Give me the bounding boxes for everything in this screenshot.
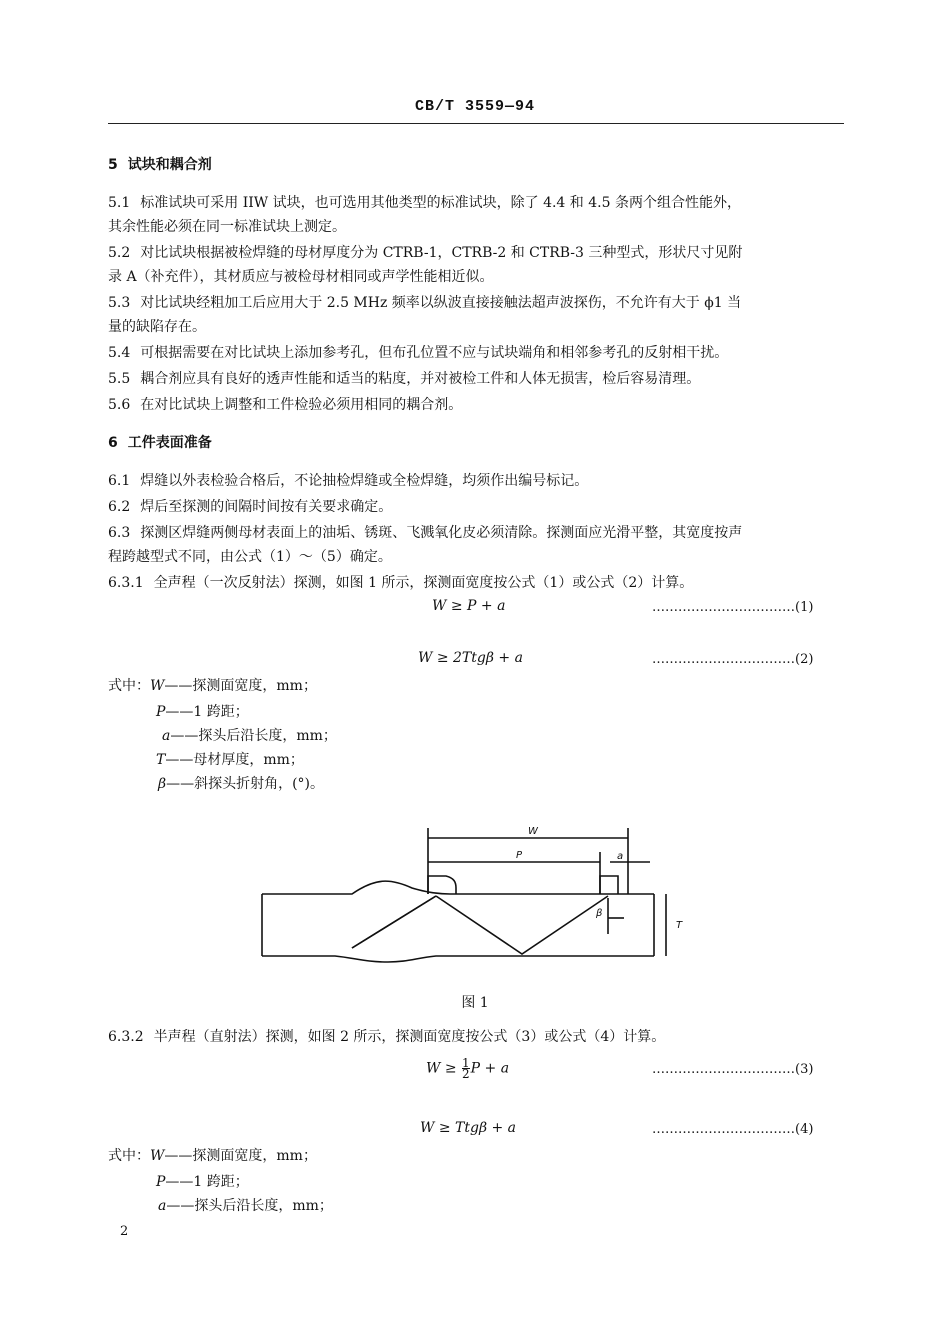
legend-1-w [108,676,317,696]
clause-number: 6.3.2 [108,1029,144,1045]
page-number: 2 [120,1224,129,1239]
legend-2-w [108,1146,317,1166]
clause-number: 5.5 [108,371,131,387]
para-6-3-2 [108,1026,844,1048]
right-probe [600,876,618,894]
label-a: a [617,851,624,862]
section-number: 5 [108,157,118,173]
fraction-one-half [462,1058,470,1079]
clause-number: 6.1 [108,473,131,489]
para-5-3-line2: 量的缺陷存在。 [108,319,206,335]
clause-number: 5.1 [108,195,131,211]
para-5-1-line1 [108,192,844,214]
section-5-heading [108,154,844,176]
legend-desc: ——探测面宽度，mm； [164,678,317,694]
page-header-code: CB/T 3559—94 [414,98,536,115]
legend-symbol: P [156,704,166,720]
para-6-3-1 [108,572,844,594]
legend-symbol: β [158,776,167,792]
section-title: 工件表面准备 [127,435,212,451]
formula-4: W ≥ Ttgβ + a [420,1120,517,1136]
legend-desc: ——探头后沿长度，mm； [170,728,337,744]
legend-desc: ——1 跨距； [165,1174,249,1190]
legend-desc: ——1 跨距； [165,704,249,720]
formula-1-tag: ……………………………(1) [652,600,814,615]
legend-symbol: P [156,1174,166,1190]
formula-3-lhs: W ≥ [426,1060,457,1077]
para-5-3-line1 [108,292,844,314]
section-title: 试块和耦合剂 [127,157,212,173]
para-text: 焊后至探测的间隔时间按有关要求确定。 [140,499,393,515]
legend-symbol: W [150,1148,165,1164]
para-text: 可根据需要在对比试块上添加参考孔，但布孔位置不应与试块端角和相邻参考孔的反射相干扰。 [140,345,729,361]
para-text: 对比试块经粗加工后应用大于 2.5 MHz 频率以纵波直接接触法超声波探伤，不允许有大于 ϕ1 当 [140,295,742,311]
para-6-3-line1 [108,522,844,544]
para-text: 对比试块根据被检焊缝的母材厚度分为 CTRB-1，CTRB-2 和 CTRB-3 三种型式，形状尺寸见附 [140,245,743,261]
label-t: T [676,920,683,931]
para-text: 焊缝以外表检验合格后，不论抽检焊缝或全检焊缝，均须作出编号标记。 [140,473,589,489]
legend-desc: ——母材厚度，mm； [165,752,304,768]
legend-desc: ——探头后沿长度，mm； [166,1198,333,1214]
para-5-1-line2: 其余性能必须在同一标准试块上测定。 [108,219,346,235]
para-5-4 [108,342,844,364]
header-rule [108,123,844,124]
label-p: P [516,850,523,861]
para-text: 标准试块可采用 IIW 试块，也可选用其他类型的标准试块，除了 4.4 和 4.5 条两个组合性能外， [140,195,741,211]
plate-bottom-edge [262,956,654,962]
formula-2: W ≥ 2Ttgβ + a [418,650,523,666]
legend-2-p [156,1172,249,1192]
clause-number: 5.4 [108,345,131,361]
formula-4-tag: ……………………………(4) [652,1122,814,1137]
legend-symbol: T [156,752,166,768]
label-w: W [528,826,538,837]
plate-top-edge [262,881,654,894]
clause-number: 6.3.1 [108,575,144,591]
legend-symbol: W [150,678,165,694]
section-6-heading [108,432,844,454]
para-5-6 [108,394,844,416]
legend-intro: 式中： [108,678,150,694]
legend-desc: ——斜探头折射角，(°)。 [166,776,325,792]
legend-2-a [158,1196,333,1216]
formula-3 [426,1058,509,1079]
legend-1-beta [158,774,324,794]
para-text: 全声程（一次反射法）探测，如图 1 所示，探测面宽度按公式（1）或公式（2）计算。 [153,575,694,591]
clause-number: 6.2 [108,499,131,515]
para-text: 耦合剂应具有良好的透声性能和适当的粘度，并对被检工件和人体无损害，检后容易清理。 [140,371,701,387]
label-beta: β [596,908,603,919]
para-5-5 [108,368,844,390]
reflection-path [352,896,436,948]
para-6-2 [108,496,844,518]
legend-1-a [162,726,337,746]
clause-number: 5.2 [108,245,131,261]
formula-1: W ≥ P + a [432,598,506,614]
legend-1-p [156,702,249,722]
legend-symbol: a [158,1198,167,1214]
formula-3-tag: ……………………………(3) [652,1062,814,1077]
para-text: 在对比试块上调整和工件检验必须用相同的耦合剂。 [140,397,463,413]
clause-number: 5.6 [108,397,131,413]
legend-intro: 式中： [108,1148,150,1164]
legend-symbol: a [162,728,171,744]
section-number: 6 [108,435,118,451]
para-text: 半声程（直射法）探测，如图 2 所示，探测面宽度按公式（3）或公式（4）计算。 [153,1029,666,1045]
fraction-denominator: 2 [462,1067,470,1081]
legend-desc: ——探测面宽度，mm； [164,1148,317,1164]
left-probe [428,876,456,894]
para-5-2-line2: 录 A（补充件），其材质应与被检母材相同或声学性能相近似。 [108,269,494,285]
figure-1-caption: 图 1 [461,995,489,1011]
formula-2-tag: ……………………………(2) [652,652,814,667]
formula-3-rhs: P + a [470,1060,510,1077]
para-5-2-line1 [108,242,844,264]
figure-1-diagram [240,818,700,978]
clause-number: 6.3 [108,525,131,541]
para-6-1 [108,470,844,492]
clause-number: 5.3 [108,295,131,311]
legend-1-t [156,750,304,770]
para-text: 探测区焊缝两侧母材表面上的油垢、锈斑、飞溅氧化皮必须清除。探测面应光滑平整，其宽度按声 [140,525,743,541]
para-6-3-line2: 程跨越型式不同，由公式（1）～（5）确定。 [108,549,392,565]
fraction-numerator: 1 [462,1056,470,1070]
